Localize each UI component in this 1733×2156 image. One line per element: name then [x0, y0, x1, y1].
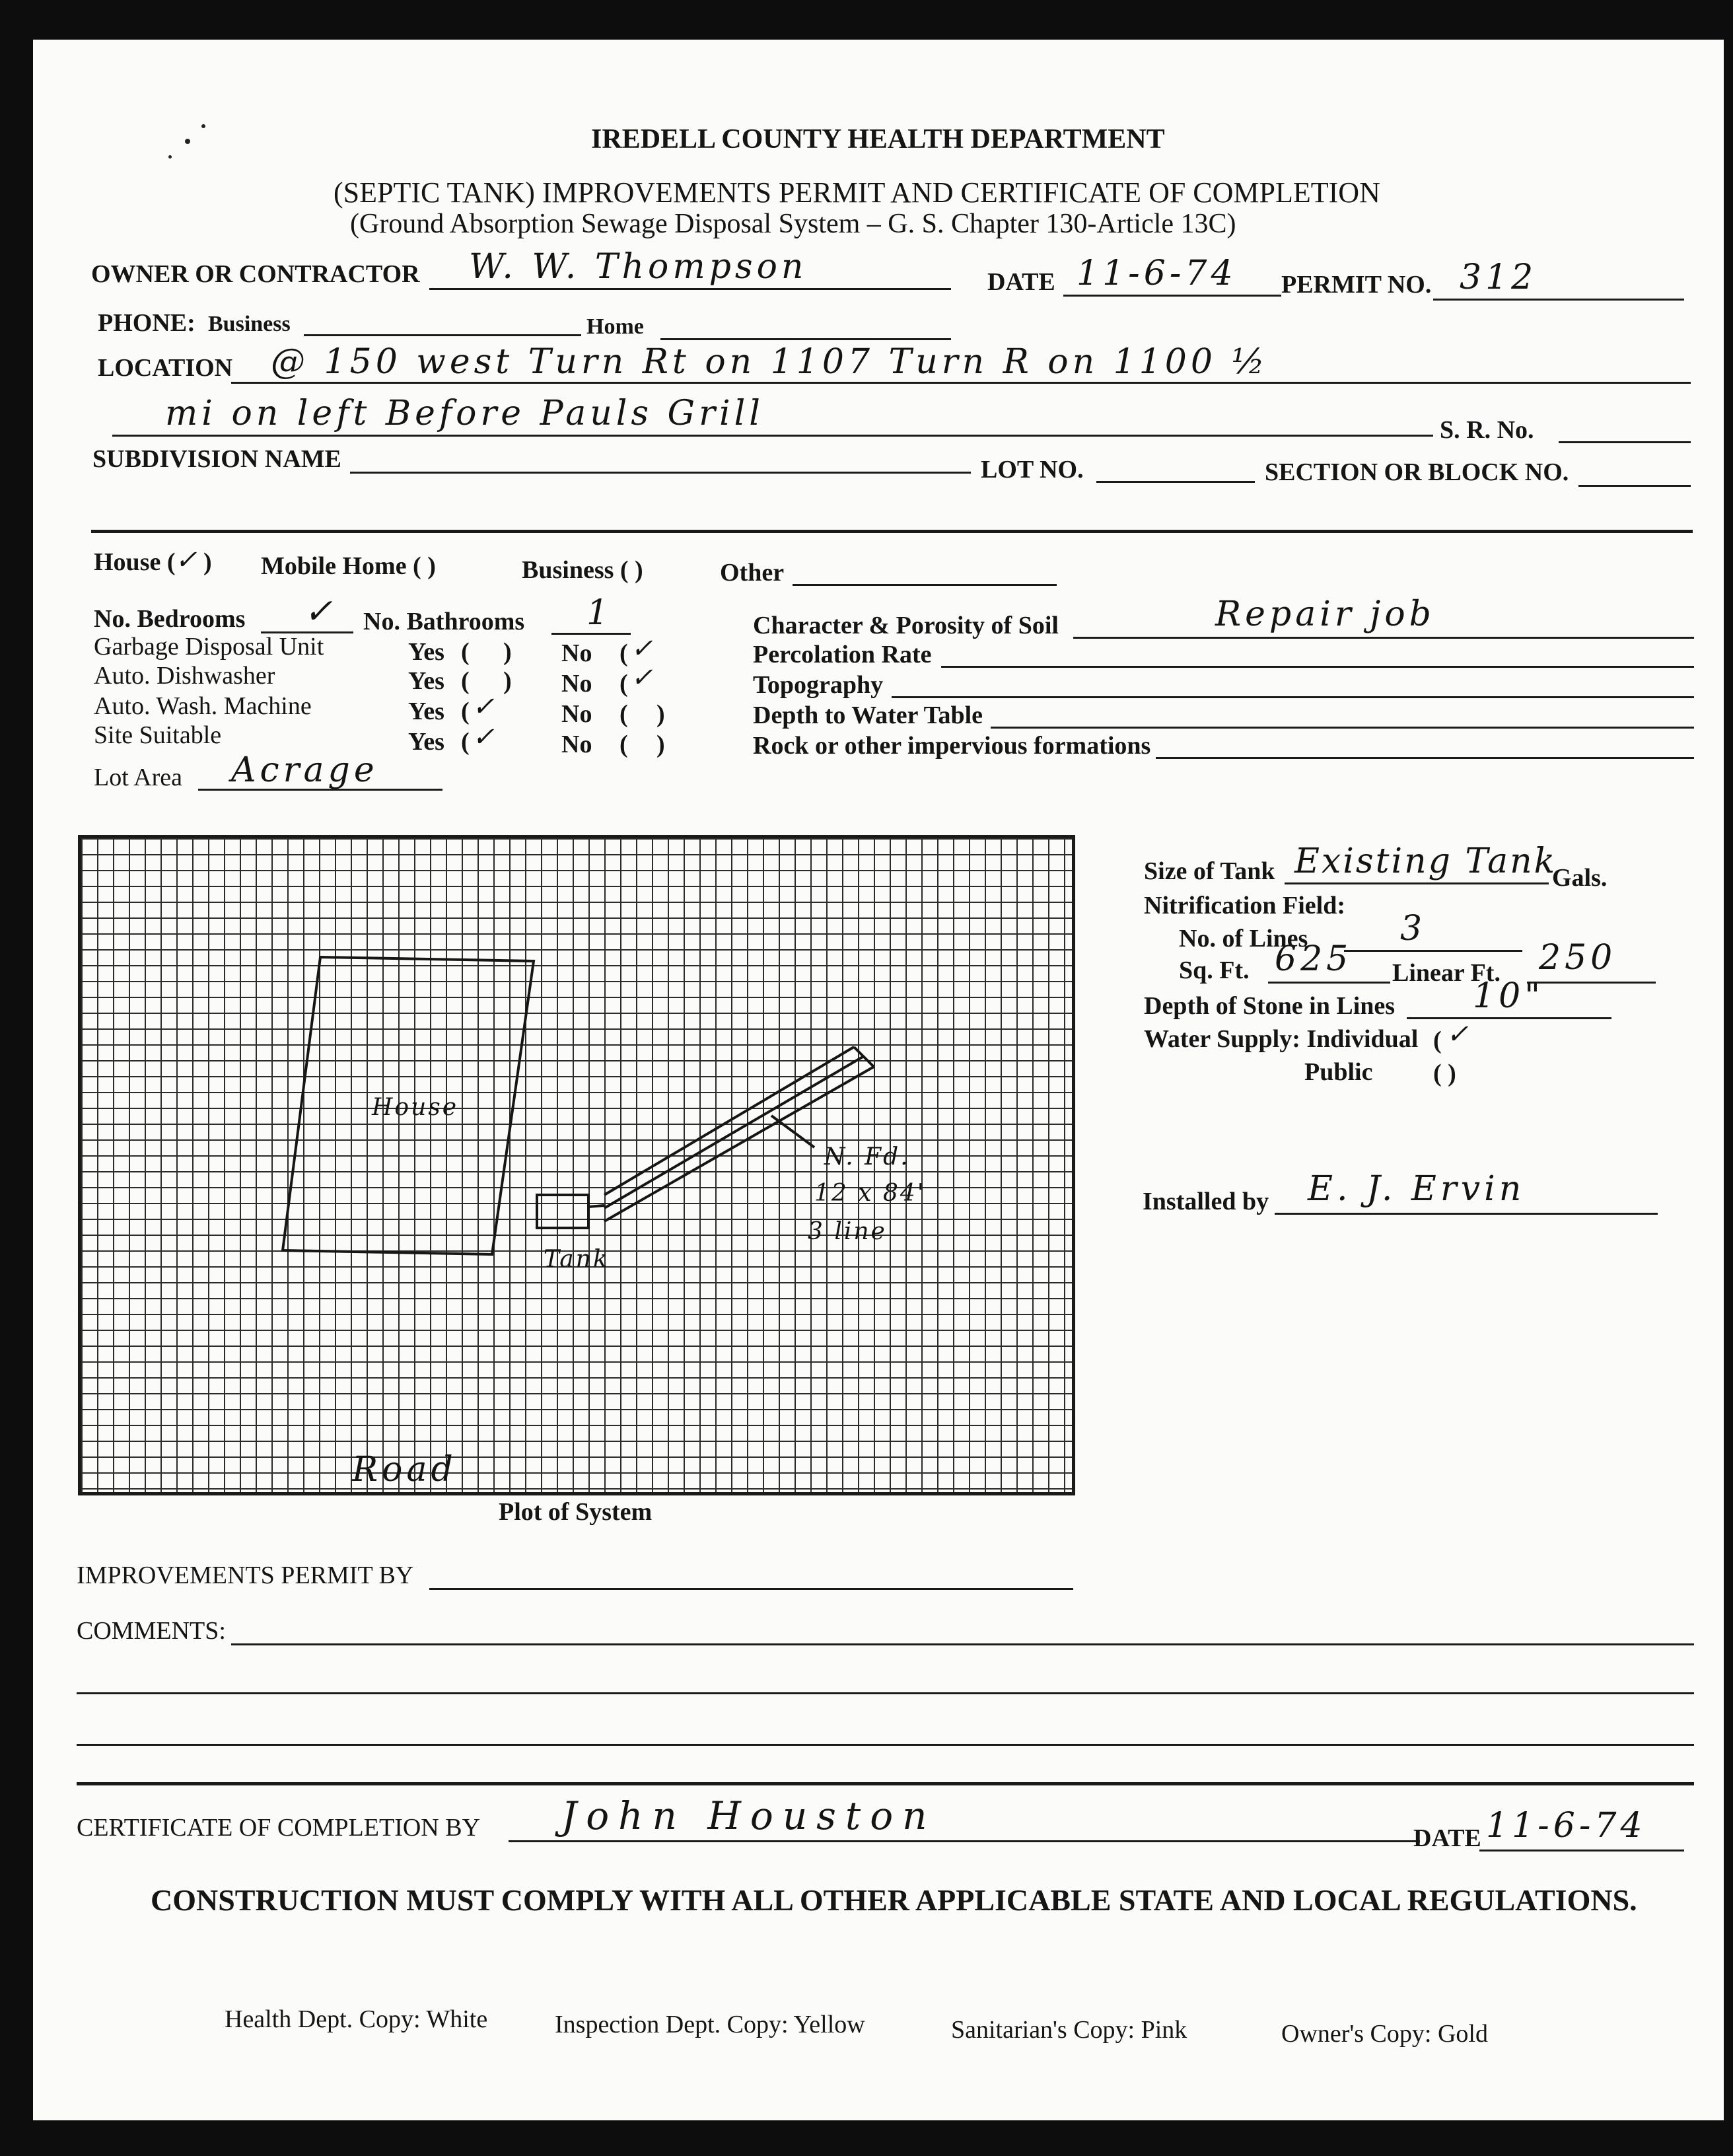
tank-outline	[537, 1195, 588, 1228]
tank-note: Tank	[544, 1246, 610, 1273]
comments-line-2	[77, 1692, 1694, 1694]
sr-label: S. R. No.	[1440, 416, 1534, 444]
comments-line-1	[231, 1643, 1694, 1645]
site-no: No	[561, 731, 592, 758]
copy-sanitarian: Sanitarian's Copy: Pink	[951, 2016, 1187, 2044]
lines-label: No. of Lines	[1179, 925, 1308, 952]
section-label: SECTION OR BLOCK NO.	[1265, 458, 1569, 486]
wash-no-paren-close: )	[656, 700, 665, 728]
site-yes-mark: ✓	[472, 722, 497, 752]
lot-line	[1096, 481, 1255, 483]
rock-line	[1156, 757, 1694, 759]
field-note-3: 3 line	[808, 1218, 887, 1245]
nitrification-label: Nitrification Field:	[1144, 892, 1345, 919]
form-subtitle: (Ground Absorption Sewage Disposal System – G. S. Chapter 130-Article 13C)	[350, 209, 1236, 239]
permit-form	[33, 40, 1724, 2120]
field-pointer	[771, 1116, 814, 1147]
dishwasher-yes-paren-close: )	[503, 667, 512, 695]
date-line	[1063, 295, 1281, 297]
topography-line	[892, 696, 1694, 698]
sqft-value: 625	[1275, 939, 1353, 979]
pipe-line	[588, 1205, 604, 1207]
sqft-line	[1268, 982, 1390, 984]
copy-inspection: Inspection Dept. Copy: Yellow	[555, 2011, 865, 2038]
copy-health: Health Dept. Copy: White	[225, 2005, 488, 2033]
linear-label: Linear Ft.	[1392, 959, 1501, 987]
bathrooms-value: 1	[586, 593, 613, 633]
bathrooms-label: No. Bathrooms	[363, 608, 525, 635]
phone-business-label: Business	[208, 312, 291, 336]
site-no-paren: (	[619, 731, 628, 758]
plot-sketch	[81, 838, 1072, 1492]
sqft-label: Sq. Ft.	[1179, 956, 1250, 984]
paper-speck	[185, 139, 190, 144]
department-title: IREDELL COUNTY HEALTH DEPARTMENT	[591, 124, 1165, 155]
bathrooms-line	[551, 633, 631, 635]
lot-area-label: Lot Area	[94, 764, 183, 791]
phone-home-label: Home	[586, 314, 644, 339]
garbage-yes-paren: (	[461, 638, 470, 666]
certificate-date-value: 11-6-74	[1486, 1806, 1646, 1846]
field-line-1	[604, 1047, 854, 1195]
wash-yes-mark: ✓	[472, 692, 497, 722]
certificate-line	[509, 1840, 1420, 1842]
tank-size-label: Size of Tank	[1144, 857, 1275, 885]
improvements-permit-label: IMPROVEMENTS PERMIT BY	[77, 1562, 414, 1589]
linear-value: 250	[1539, 938, 1617, 978]
stone-depth-value: 10"	[1473, 976, 1545, 1016]
paper-speck	[168, 155, 172, 159]
subdivision-line	[350, 472, 971, 474]
dishwasher-no-mark: ✓	[631, 663, 655, 693]
plot-grid	[78, 835, 1075, 1495]
rock-label: Rock or other impervious formations	[753, 732, 1151, 760]
location-line-2	[112, 435, 1433, 437]
compliance-notice: CONSTRUCTION MUST COMPLY WITH ALL OTHER APPLICABLE STATE AND LOCAL REGULATIONS.	[151, 1883, 1637, 1917]
tank-size-value: Existing Tank	[1294, 842, 1557, 881]
garbage-no-mark: ✓	[631, 633, 655, 664]
section-rule	[91, 530, 1693, 533]
public-label: Public	[1304, 1058, 1373, 1086]
field-note-1: N. Fd.	[824, 1143, 910, 1170]
phone-label: PHONE:	[98, 309, 195, 337]
field-note-2: 12 x 84'	[814, 1180, 926, 1207]
business-label: Business ( )	[522, 556, 643, 584]
dishwasher-label: Auto. Dishwasher	[94, 662, 275, 690]
site-no-paren-close: )	[656, 731, 665, 758]
site-yes: Yes	[408, 728, 444, 756]
water-table-line	[991, 727, 1694, 729]
improvements-permit-line	[429, 1588, 1073, 1590]
wash-no-parens: (	[619, 700, 628, 728]
comments-label: COMMENTS:	[77, 1617, 226, 1645]
lines-value: 3	[1400, 909, 1427, 949]
subdivision-label: SUBDIVISION NAME	[92, 445, 341, 473]
location-line-1	[231, 382, 1691, 384]
certificate-label: CERTIFICATE OF COMPLETION BY	[77, 1814, 481, 1842]
owner-line	[429, 288, 951, 290]
footer-rule	[77, 1782, 1694, 1785]
house-note: House	[372, 1094, 459, 1121]
installed-by-label: Installed by	[1143, 1188, 1269, 1215]
permit-value: 312	[1460, 258, 1538, 297]
public-parens: ( )	[1433, 1060, 1456, 1087]
comments-line-3	[77, 1744, 1694, 1746]
house-mark: ✓	[175, 545, 199, 575]
date-label: DATE	[987, 268, 1055, 296]
road-note: Road	[352, 1450, 457, 1490]
linear-line	[1527, 982, 1656, 984]
lot-label: LOT NO.	[981, 456, 1084, 484]
perc-rate-label: Percolation Rate	[753, 641, 932, 668]
garbage-no: No	[561, 639, 592, 667]
dishwasher-no: No	[561, 670, 592, 698]
other-line	[793, 584, 1057, 586]
individual-paren: (	[1433, 1026, 1442, 1054]
plot-caption: Plot of System	[499, 1498, 653, 1526]
installed-by-line	[1275, 1213, 1658, 1215]
dishwasher-yes: Yes	[408, 667, 444, 695]
paper-speck	[201, 124, 205, 128]
garbage-label: Garbage Disposal Unit	[94, 633, 324, 661]
water-table-label: Depth to Water Table	[753, 701, 983, 729]
location-label: LOCATION	[98, 354, 233, 382]
house-label: House (	[94, 548, 176, 576]
lot-area-value: Acrage	[231, 750, 378, 790]
certificate-date-line	[1479, 1850, 1684, 1851]
owner-value: W. W. Thompson	[469, 247, 808, 287]
garbage-no-paren: (	[619, 639, 628, 667]
soil-character-line	[1073, 637, 1694, 639]
garbage-yes: Yes	[408, 638, 444, 666]
section-line	[1578, 485, 1691, 487]
owner-label: OWNER OR CONTRACTOR	[91, 260, 420, 288]
location-value-1: @ 150 west Turn Rt on 1107 Turn R on 1100 ½	[271, 342, 1269, 382]
site-suitable-label: Site Suitable	[94, 721, 222, 749]
other-label: Other	[720, 559, 785, 587]
stone-depth-label: Depth of Stone in Lines	[1144, 992, 1396, 1020]
garbage-yes-paren-close: )	[503, 638, 512, 666]
wash-yes: Yes	[408, 698, 444, 725]
dishwasher-no-paren: (	[619, 670, 628, 698]
installed-by-value: E. J. Ervin	[1308, 1169, 1526, 1209]
soil-character-label: Character & Porosity of Soil	[753, 612, 1059, 639]
copy-owner: Owner's Copy: Gold	[1281, 2020, 1488, 2048]
topography-label: Topography	[753, 671, 884, 699]
certificate-signature: John Houston	[561, 1793, 937, 1838]
permit-line	[1433, 299, 1684, 301]
field-end-cap	[854, 1047, 874, 1067]
mobile-home-label: Mobile Home ( )	[261, 552, 436, 580]
phone-home-line	[660, 338, 951, 340]
dishwasher-yes-paren: (	[461, 667, 470, 695]
wash-yes-paren: (	[461, 698, 470, 725]
location-value-2: mi on left Before Pauls Grill	[165, 394, 764, 433]
bedrooms-label: No. Bedrooms	[94, 605, 246, 633]
tank-size-line	[1285, 882, 1549, 884]
wash-machine-label: Auto. Wash. Machine	[94, 692, 312, 720]
gals-label: Gals.	[1552, 864, 1608, 892]
form-title: (SEPTIC TANK) IMPROVEMENTS PERMIT AND CERTIFICATE OF COMPLETION	[334, 176, 1380, 209]
site-yes-paren: (	[461, 728, 470, 756]
water-supply-label: Water Supply: Individual	[1144, 1025, 1419, 1053]
house-close: )	[203, 548, 212, 576]
individual-mark: ✓	[1446, 1019, 1471, 1050]
phone-business-line	[304, 334, 581, 336]
bedrooms-value: ✓	[304, 592, 337, 631]
date-value: 11-6-74	[1077, 254, 1237, 293]
perc-rate-line	[941, 666, 1694, 668]
certificate-date-label: DATE	[1413, 1824, 1481, 1852]
sr-line	[1559, 441, 1691, 443]
wash-no: No	[561, 700, 592, 728]
lines-line	[1344, 950, 1522, 952]
soil-character-value: Repair job	[1215, 594, 1435, 634]
permit-label: PERMIT NO.	[1281, 271, 1432, 299]
stone-depth-line	[1407, 1017, 1611, 1019]
